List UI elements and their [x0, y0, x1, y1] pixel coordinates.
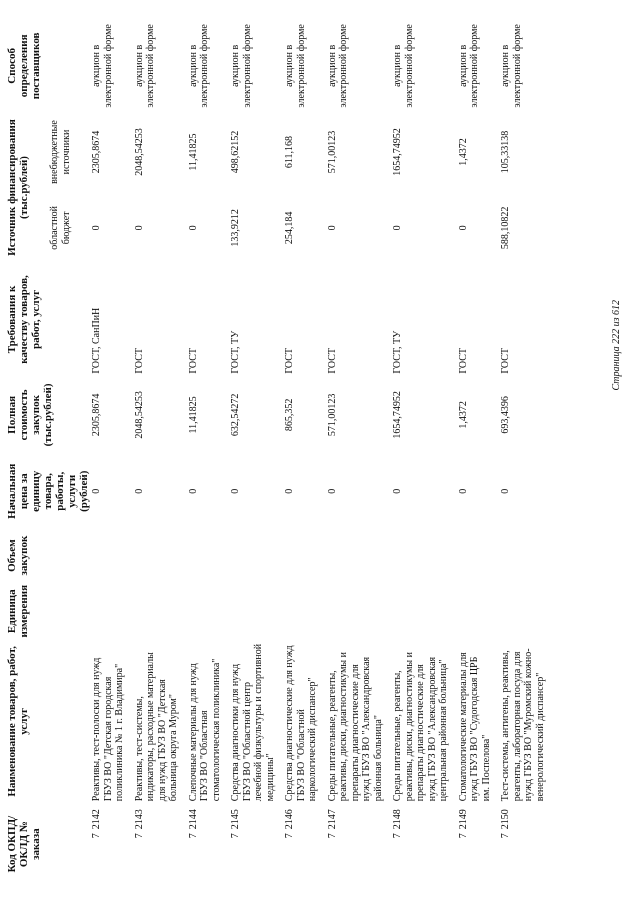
- row-extrabudget: 611,168: [284, 135, 295, 169]
- row-name: Реактивы, тест-системы, индикаторы, расходные материалы для нужд ГБУЗ ВО "Детская больница округа Муром": [133, 652, 179, 802]
- row-requirements: ГОСТ, СанПиН: [91, 307, 102, 374]
- row-unit: [229, 583, 283, 640]
- header-row: [6, 20, 43, 885]
- table-row: [283, 20, 326, 885]
- row-code-prefix: 7: [284, 833, 295, 839]
- row-volume: [457, 528, 500, 583]
- row-regional: 0: [392, 225, 403, 231]
- row-name: Тест-системы, антигены, реактивы, реагенты, лабораторная посуда для нужд ГБУЗ ВО "Муромский кожно-венерологический диспансер": [500, 648, 546, 802]
- row-unit: [283, 583, 326, 640]
- row-code-prefix: 7: [500, 833, 511, 839]
- header-code: Код ОКПД/ ОКЛД № заказа: [6, 815, 42, 873]
- row-price: 0: [91, 488, 102, 494]
- row-order-number: 2148: [392, 809, 403, 830]
- row-extrabudget: 571,00123: [326, 130, 338, 174]
- row-regional: 0: [133, 225, 145, 231]
- row-price: 0: [326, 488, 338, 494]
- row-requirements: ГОСТ: [187, 347, 199, 374]
- row-full-cost: 2048,54253: [133, 391, 145, 439]
- row-method: аукцион в электронной форме: [230, 24, 253, 108]
- row-code: [391, 803, 457, 885]
- header-extrabudget: внебюджетные источники: [49, 120, 73, 184]
- row-name: Слепочные материалы для нужд ГБУЗ ВО "Областная стоматологическая поликлиника": [187, 658, 222, 802]
- row-price: 0: [230, 488, 241, 494]
- header-regional: областной бюджет: [49, 205, 73, 250]
- row-code: [326, 803, 392, 885]
- row-regional: 0: [326, 225, 338, 231]
- row-volume: [391, 528, 457, 583]
- row-name: Средства диагностические для нужд ГБУЗ ВО "Областной наркологический диспансер": [284, 645, 318, 802]
- page-footer: Страница 222 из 612: [611, 300, 622, 391]
- procurement-table: [6, 20, 553, 885]
- row-volume: [90, 528, 133, 583]
- row-requirements: ГОСТ: [457, 347, 469, 374]
- row-unit: [391, 583, 457, 640]
- table-row: [90, 20, 133, 885]
- row-volume: [133, 528, 187, 583]
- header-unit: Единица измерения: [6, 584, 30, 638]
- header-method: Способ определения поставщиков: [6, 32, 42, 100]
- row-full-cost: 1,4372: [457, 401, 469, 429]
- row-order-number: 2146: [284, 809, 295, 830]
- row-method: аукцион в электронной форме: [326, 24, 349, 108]
- row-requirements: ГОСТ, ТУ: [392, 330, 403, 374]
- row-price: 0: [500, 488, 511, 494]
- row-unit: [457, 583, 500, 640]
- table-body: [90, 20, 553, 885]
- row-unit: [133, 583, 187, 640]
- row-volume: [187, 528, 230, 583]
- row-code-prefix: 7: [91, 833, 102, 839]
- table-row: [229, 20, 283, 885]
- row-volume: [326, 528, 392, 583]
- row-extrabudget: 11,41825: [187, 133, 199, 171]
- row-code-prefix: 7: [133, 833, 145, 839]
- row-full-cost: 571,00123: [326, 393, 338, 437]
- row-full-cost: 632,54272: [230, 393, 241, 437]
- row-regional: 133,9212: [230, 209, 241, 247]
- row-extrabudget: 105,33138: [500, 130, 511, 174]
- row-order-number: 2143: [133, 809, 145, 830]
- row-unit: [326, 583, 392, 640]
- row-name: Средства диагностики для нужд ГБУЗ ВО "Областной центр лечебной физкультуры и спортивной медицины": [230, 643, 276, 802]
- header-volume: Объем закупок: [6, 535, 30, 576]
- row-order-number: 2144: [187, 809, 199, 830]
- row-regional: 0: [187, 225, 199, 231]
- row-code-prefix: 7: [326, 833, 338, 839]
- table-row: [499, 20, 553, 885]
- row-price: 0: [187, 488, 199, 494]
- row-code: [457, 803, 500, 885]
- row-requirements: ГОСТ: [326, 347, 338, 374]
- row-name: Стоматологические материалы для нужд ГБУЗ ВО "Судогодская ЦРБ им. Поспелова": [457, 652, 492, 802]
- row-volume: [283, 528, 326, 583]
- table-row: [391, 20, 457, 885]
- row-method: аукцион в электронной форме: [457, 24, 480, 108]
- row-order-number: 2145: [230, 809, 241, 830]
- row-method: аукцион в электронной форме: [133, 24, 156, 108]
- row-order-number: 2150: [500, 809, 511, 830]
- row-extrabudget: 498,62152: [230, 130, 241, 174]
- row-regional: 0: [91, 225, 102, 231]
- row-requirements: ГОСТ: [500, 347, 511, 374]
- row-full-cost: 2305,8674: [91, 393, 102, 437]
- row-price: 0: [133, 488, 145, 494]
- row-requirements: ГОСТ: [133, 347, 145, 374]
- row-method: аукцион в электронной форме: [284, 24, 307, 108]
- row-extrabudget: 2048,54253: [133, 128, 145, 176]
- table-row: [326, 20, 392, 885]
- row-requirements: ГОСТ: [284, 347, 295, 374]
- row-unit: [499, 583, 553, 640]
- row-extrabudget: 2305,8674: [91, 130, 102, 174]
- row-full-cost: 693,4396: [500, 396, 511, 434]
- row-full-cost: 11,41825: [187, 396, 199, 434]
- header-financing: Источник финансирования (тыс.рублей): [6, 119, 30, 256]
- row-full-cost: 1654,74952: [392, 391, 403, 439]
- row-code: [90, 803, 133, 885]
- row-code: [283, 803, 326, 885]
- row-method: аукцион в электронной форме: [392, 24, 415, 108]
- row-order-number: 2147: [326, 809, 338, 830]
- row-regional: 0: [457, 225, 469, 231]
- row-price: 0: [392, 488, 403, 494]
- row-regional: 254,184: [284, 211, 295, 245]
- row-name: Среды питательные, реагенты, реактивы, диски, диагностикумы и препараты диагностические для нужд ГБУЗ ВО "Александровская районная больница": [326, 652, 384, 802]
- row-full-cost: 865,352: [284, 398, 295, 432]
- row-code: [133, 803, 187, 885]
- table-row: [457, 20, 500, 885]
- row-requirements: ГОСТ, ТУ: [230, 330, 241, 374]
- row-price: 0: [457, 488, 469, 494]
- row-method: аукцион в электронной форме: [187, 24, 210, 108]
- row-code-prefix: 7: [187, 833, 199, 839]
- row-volume: [499, 528, 553, 583]
- row-price: 0: [284, 488, 295, 494]
- row-code-prefix: 7: [230, 833, 241, 839]
- row-code: [187, 803, 230, 885]
- row-code-prefix: 7: [392, 833, 403, 839]
- row-code: [499, 803, 553, 885]
- row-code: [229, 803, 283, 885]
- table-row: [133, 20, 187, 885]
- row-regional: 588,10822: [500, 206, 511, 250]
- table-row: [187, 20, 230, 885]
- header-price: Начальная цена за единицу товара, работы, услуги (рублей): [6, 463, 90, 519]
- row-order-number: 2142: [91, 809, 102, 830]
- row-name: Среды питательные, реагенты, реактивы, диски, диагностикумы и препараты диагностические для нужд ГБУЗ ВО "Александровская центральная районная больница": [392, 652, 449, 802]
- row-volume: [229, 528, 283, 583]
- header-name: Наименование товаров, работ, услуг: [6, 646, 30, 797]
- row-unit: [90, 583, 133, 640]
- row-unit: [187, 583, 230, 640]
- row-method: аукцион в электронной форме: [91, 24, 114, 108]
- row-method: аукцион в электронной форме: [500, 24, 523, 108]
- header-requirements: Требования к качеству товаров, работ, услуг: [6, 275, 42, 364]
- row-code-prefix: 7: [457, 833, 469, 839]
- header-full-cost: Полная стоимость закупок (тыс.рублей): [6, 383, 54, 447]
- row-order-number: 2149: [457, 809, 469, 830]
- row-name: Реактивы, тест-полоски для нужд ГБУЗ ВО "Детская городская поликлиника № 1 г. Владимира": [91, 657, 125, 802]
- row-extrabudget: 1654,74952: [392, 128, 403, 176]
- row-extrabudget: 1,4372: [457, 138, 469, 166]
